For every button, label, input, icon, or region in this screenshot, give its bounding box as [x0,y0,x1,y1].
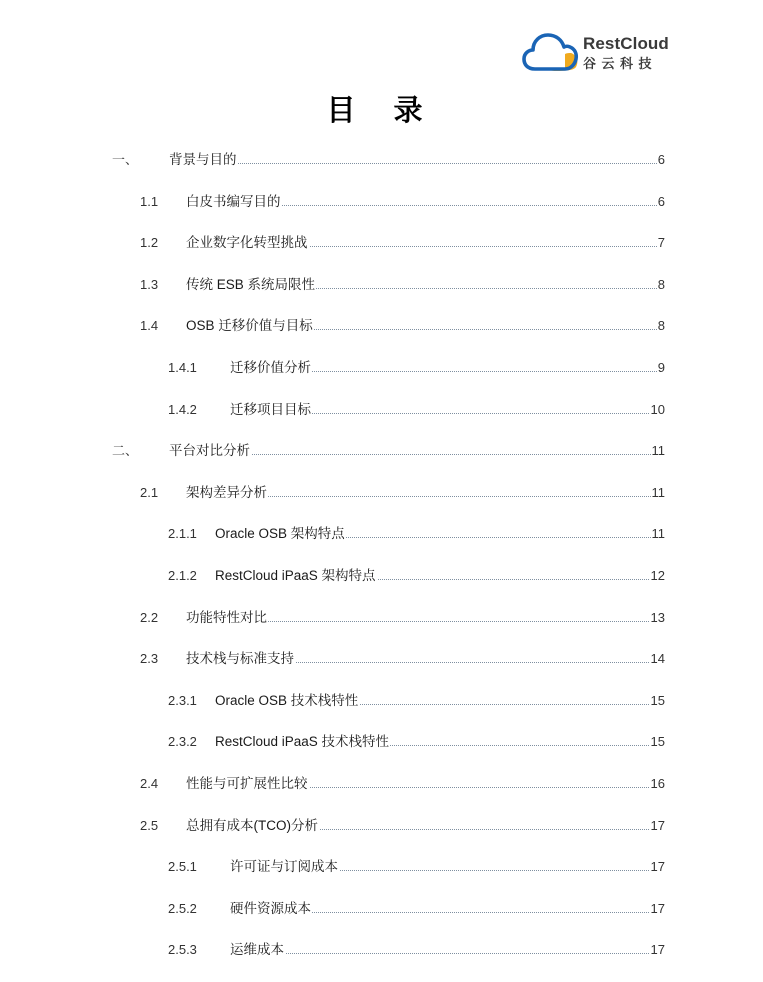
toc-entry[interactable] [140,275,665,295]
toc-entry[interactable] [140,774,665,794]
toc-entry[interactable] [168,691,665,711]
toc-entry[interactable] [168,566,665,586]
toc-entry[interactable] [168,940,665,960]
toc-entry-page-number[interactable]: 16 [650,774,665,794]
toc-entry-title[interactable]: 背景与目的 [169,150,238,170]
toc-entry-title[interactable]: RestCloud iPaaS 技术栈特性 [215,732,390,752]
toc-entry-page-number[interactable]: 12 [650,566,665,586]
toc-entry-page-number[interactable]: 11 [651,483,666,503]
toc-entry-page-number[interactable]: 17 [650,857,665,877]
cloud-icon [521,31,581,73]
toc-entry-number: 2.5.3 [168,942,197,958]
toc-entry-title[interactable]: 硬件资源成本 [230,899,312,919]
toc-entry[interactable] [140,192,665,212]
toc-title: 目 录 [326,93,437,127]
toc-entry-number: 2.5.2 [168,900,197,916]
toc-entry-page-number[interactable]: 17 [650,816,665,836]
toc-entry[interactable] [112,441,665,461]
toc-entry[interactable] [140,816,665,836]
toc-entry-title[interactable]: 总拥有成本(TCO)分析 [186,816,319,836]
toc-entry-page-number[interactable]: 13 [650,608,665,628]
toc-entry[interactable] [168,358,665,378]
toc-entry-number: 2.1.2 [168,568,197,583]
toc-entry-title[interactable]: 迁移项目目标 [230,400,312,420]
toc-entry-title[interactable]: 功能特性对比 [186,608,268,628]
toc-entry-title[interactable]: 许可证与订阅成本 [230,857,339,877]
toc-entry-title[interactable]: 技术栈与标准支持 [186,649,295,669]
toc-entry-title[interactable]: 白皮书编写目的 [186,192,282,212]
toc-entry[interactable] [112,150,665,170]
toc-entry-page-number[interactable]: 14 [650,649,665,669]
toc-entry-number: 1.2 [140,235,159,251]
toc-entry-page-number[interactable]: 17 [650,899,665,919]
toc-entry[interactable] [140,483,665,503]
toc-entry-number: 1.4 [140,318,159,334]
toc-entry[interactable] [140,233,665,253]
toc-entry-page-number[interactable]: 15 [650,691,665,711]
toc-entry[interactable] [168,899,665,919]
dot-leader [169,163,665,164]
toc-entry-title[interactable]: 性能与可扩展性比较 [186,774,309,794]
toc-entry-page-number[interactable]: 11 [651,441,666,461]
toc-entry-title[interactable]: 平台对比分析 [169,441,251,461]
toc-entry-title[interactable]: 传统 ESB 系统局限性 [186,275,316,295]
toc-entry[interactable] [168,857,665,877]
toc-entry[interactable] [168,400,665,420]
toc-entry-title[interactable]: RestCloud iPaaS 架构特点 [215,566,377,586]
toc-entry-number: 2.4 [140,776,159,791]
toc-entry-page-number[interactable]: 7 [657,233,665,253]
toc-entry-number: 二、 [112,443,139,459]
toc-entry-title[interactable]: OSB 迁移价值与目标 [186,316,314,336]
toc-entry[interactable] [140,608,665,628]
toc-entry-number: 一、 [112,152,139,167]
toc-entry-page-number[interactable]: 10 [650,400,665,420]
toc-entry-title[interactable]: Oracle OSB 架构特点 [215,524,346,544]
toc-entry[interactable] [168,524,665,544]
toc-entry-page-number[interactable]: 6 [657,150,665,170]
dot-leader [230,953,665,954]
toc-entry[interactable] [140,649,665,669]
toc-entry-number: 2.3.2 [168,734,197,750]
toc-entry-title[interactable]: 企业数字化转型挑战 [186,233,309,253]
toc-entry-number: 2.1 [140,484,159,500]
toc-entry-title[interactable]: 迁移价值分析 [230,358,312,378]
toc-entry-number: 2.1.1 [168,526,197,542]
toc-entry-page-number[interactable]: 15 [650,732,665,752]
brand-name: RestCloud [583,34,669,53]
brand-subtitle: 谷云科技 [583,56,658,71]
toc-entry-title[interactable]: Oracle OSB 技术栈特性 [215,691,359,711]
toc-entry[interactable] [168,732,665,752]
toc-entry-number: 1.1 [140,193,159,209]
toc-entry-title[interactable]: 运维成本 [230,940,285,960]
toc-entry-number: 2.5.1 [168,859,197,875]
toc-entry-title[interactable]: 架构差异分析 [186,483,268,503]
toc-entry-page-number[interactable]: 8 [657,316,665,336]
toc-entry-page-number[interactable]: 6 [657,192,665,212]
toc-entry[interactable] [140,316,665,336]
toc-entry-number: 2.3 [140,651,159,667]
toc-entry-number: 2.2 [140,609,159,625]
toc-entry-number: 2.3.1 [168,692,197,708]
toc-entry-number: 1.4.1 [168,360,197,375]
restcloud-logo [521,31,671,75]
toc-entry-page-number[interactable]: 9 [657,358,665,378]
toc-entry-page-number[interactable]: 8 [657,275,665,295]
toc-entry-number: 1.3 [140,276,159,292]
toc-entry-number: 2.5 [140,817,159,833]
toc-entry-page-number[interactable]: 17 [650,940,665,960]
toc-entry-page-number[interactable]: 11 [651,524,666,544]
toc-entry-number: 1.4.2 [168,401,197,417]
